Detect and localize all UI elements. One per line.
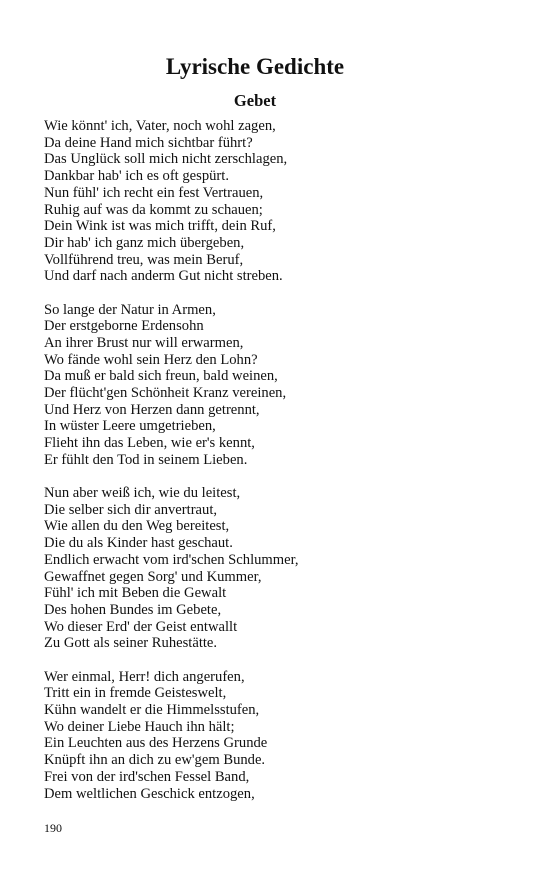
- poem-line: Nun aber weiß ich, wie du leitest,: [44, 485, 241, 502]
- poem-line: Kühn wandelt er die Himmelsstufen,: [44, 702, 260, 718]
- poem-line: Der erstgeborne Erdensohn: [44, 318, 204, 335]
- poem-line: In wüster Leere umgetrieben,: [44, 418, 216, 435]
- poem-line: Wo dieser Erd' der Geist entwallt: [44, 618, 238, 635]
- poem-line: Er fühlt den Tod in seinem Lieben.: [44, 451, 248, 468]
- poem-line: Der flücht'gen Schönheit Kranz vereinen,: [44, 385, 287, 402]
- poem-title: Gebet: [233, 91, 277, 110]
- poem-line: Und Herz von Herzen dann getrennt,: [44, 401, 260, 418]
- poem-line: Wer einmal, Herr! dich angerufen,: [44, 668, 245, 685]
- poem-line: Gewaffnet gegen Sorg' und Kummer,: [44, 568, 262, 585]
- poem-line: Fühl' ich mit Beben die Gewalt: [44, 585, 227, 602]
- poem-line: Des hohen Bundes im Gebete,: [44, 601, 222, 618]
- stanza: [44, 669, 514, 803]
- poem-line: Wo deiner Liebe Hauch ihn hält;: [44, 718, 235, 735]
- poem-line: Die selber sich dir anvertraut,: [44, 501, 218, 518]
- page-number: 190: [44, 821, 62, 835]
- poem-line: Knüpft ihn an dich zu ew'gem Bunde.: [44, 752, 266, 769]
- stanza: [44, 485, 514, 652]
- poem-line: Die du als Kinder hast geschaut.: [44, 535, 233, 552]
- poem-line: Zu Gott als seiner Ruhestätte.: [44, 635, 218, 652]
- poem-line: Dein Wink ist was mich trifft, dein Ruf,: [44, 218, 276, 235]
- section-title: Lyrische Gedichte: [165, 54, 345, 79]
- poem-line: Und darf nach anderm Gut nicht streben.: [44, 268, 283, 285]
- stanza: [44, 302, 514, 469]
- poem-line: Da muß er bald sich freun, bald weinen,: [44, 368, 278, 385]
- poem-line: Das Unglück soll mich nicht zerschlagen,: [44, 151, 288, 168]
- poem-line: Tritt ein in fremde Geisteswelt,: [44, 685, 227, 702]
- poem-line: Wie allen du den Weg bereitest,: [44, 518, 230, 535]
- poem-line: Vollführend treu, was mein Beruf,: [44, 251, 244, 268]
- poem-line: Wo fände wohl sein Herz den Lohn?: [44, 351, 258, 368]
- poem-line: Endlich erwacht vom ird'schen Schlummer,: [44, 551, 299, 568]
- poem-line: Ruhig auf was da kommt zu schauen;: [44, 201, 263, 218]
- poem-line: Dem weltlichen Geschick entzogen,: [44, 785, 255, 802]
- poem-line: Dankbar hab' ich es oft gespürt.: [44, 168, 229, 185]
- poem-line: An ihrer Brust nur will erwarmen,: [44, 334, 244, 351]
- poem-line: So lange der Natur in Armen,: [44, 301, 216, 318]
- stanza: [44, 118, 514, 285]
- poem-line: Ein Leuchten aus des Herzens Grunde: [44, 735, 268, 752]
- poem-line: Wie könnt' ich, Vater, noch wohl zagen,: [44, 118, 276, 134]
- poem-line: Flieht ihn das Leben, wie er's kennt,: [44, 435, 255, 452]
- poem-line: Frei von der ird'schen Fessel Band,: [44, 768, 250, 785]
- poem-body: [44, 118, 514, 819]
- poem-line: Da deine Hand mich sichtbar führt?: [44, 134, 253, 151]
- poem-line: Dir hab' ich ganz mich übergeben,: [44, 234, 245, 251]
- poem-line: Nun fühl' ich recht ein fest Vertrauen,: [44, 184, 264, 201]
